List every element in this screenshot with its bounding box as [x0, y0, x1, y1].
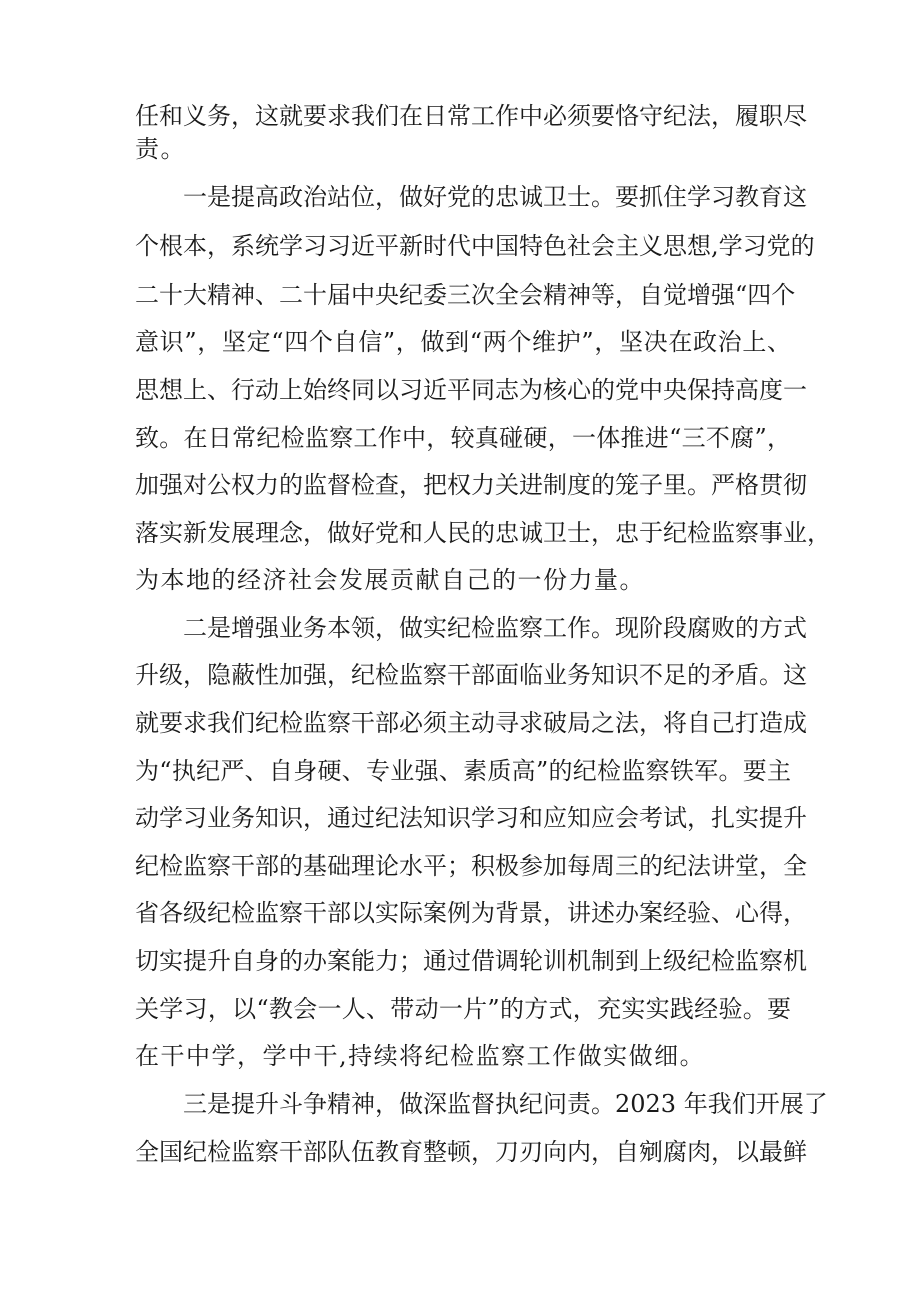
text-line: 全国纪检监察干部队伍教育整顿，刀刃向内，自剜腐肉，以最鲜 — [135, 1138, 807, 1166]
text-line: 责。 — [135, 135, 186, 163]
text-line: 就要求我们纪检监察干部必须主动寻求破局之法，将自己打造成 — [135, 709, 807, 737]
text-line: 思想上、行动上始终同以习近平同志为核心的党中央保持高度一 — [135, 376, 807, 404]
text-line: 省各级纪检监察干部以实际案例为背景，讲述办案经验、心得， — [135, 899, 807, 927]
text-line: 为本地的经济社会发展贡献自己的一份力量。 — [135, 566, 645, 594]
text-line: 关学习，以“教会一人、带动一片”的方式，充实实践经验。要 — [135, 995, 791, 1023]
text-line: 升级，隐蔽性加强，纪检监察干部面临业务知识不足的矛盾。这 — [135, 661, 807, 689]
text-line: 在干中学，学中干,持续将纪检监察工作做实做细。 — [135, 1042, 706, 1070]
text-line: 为“执纪严、自身硬、专业强、素质高”的纪检监察铁军。要主 — [135, 757, 791, 785]
paragraph-2-start: 二是增强业务本领，做实纪检监察工作。现阶段腐败的方式 — [183, 614, 807, 642]
text-line: 纪检监察干部的基础理论水平；积极参加每周三的纪法讲堂，全 — [135, 852, 807, 880]
text-line: 加强对公权力的监督检查，把权力关进制度的笼子里。严格贯彻 — [135, 471, 807, 499]
paragraph-3-start: 三是提升斗争精神，做深监督执纪问责。2023 年我们开展了 — [183, 1090, 828, 1118]
paragraph-1-start: 一是提高政治站位，做好党的忠诚卫士。要抓住学习教育这 — [183, 183, 807, 211]
text-line: 二十大精神、二十届中央纪委三次全会精神等，自觉增强“四个 — [135, 281, 796, 309]
text-line: 落实新发展理念，做好党和人民的忠诚卫士，忠于纪检监察事业， — [135, 519, 831, 547]
text-line: 切实提升自身的办案能力；通过借调轮训机制到上级纪检监察机 — [135, 947, 807, 975]
text-line: 致。在日常纪检监察工作中，较真碰硬，一体推进“三不腐”， — [135, 424, 791, 452]
text-line: 意识”，坚定“四个自信”，做到“两个维护”，坚决在政治上、 — [135, 328, 791, 356]
text-line: 任和义务，这就要求我们在日常工作中必须要恪守纪法，履职尽 — [135, 102, 807, 130]
text-line: 个根本，系统学习习近平新时代中国特色社会主义思想,学习党的 — [135, 232, 815, 260]
text-line: 动学习业务知识，通过纪法知识学习和应知应会考试，扎实提升 — [135, 804, 807, 832]
